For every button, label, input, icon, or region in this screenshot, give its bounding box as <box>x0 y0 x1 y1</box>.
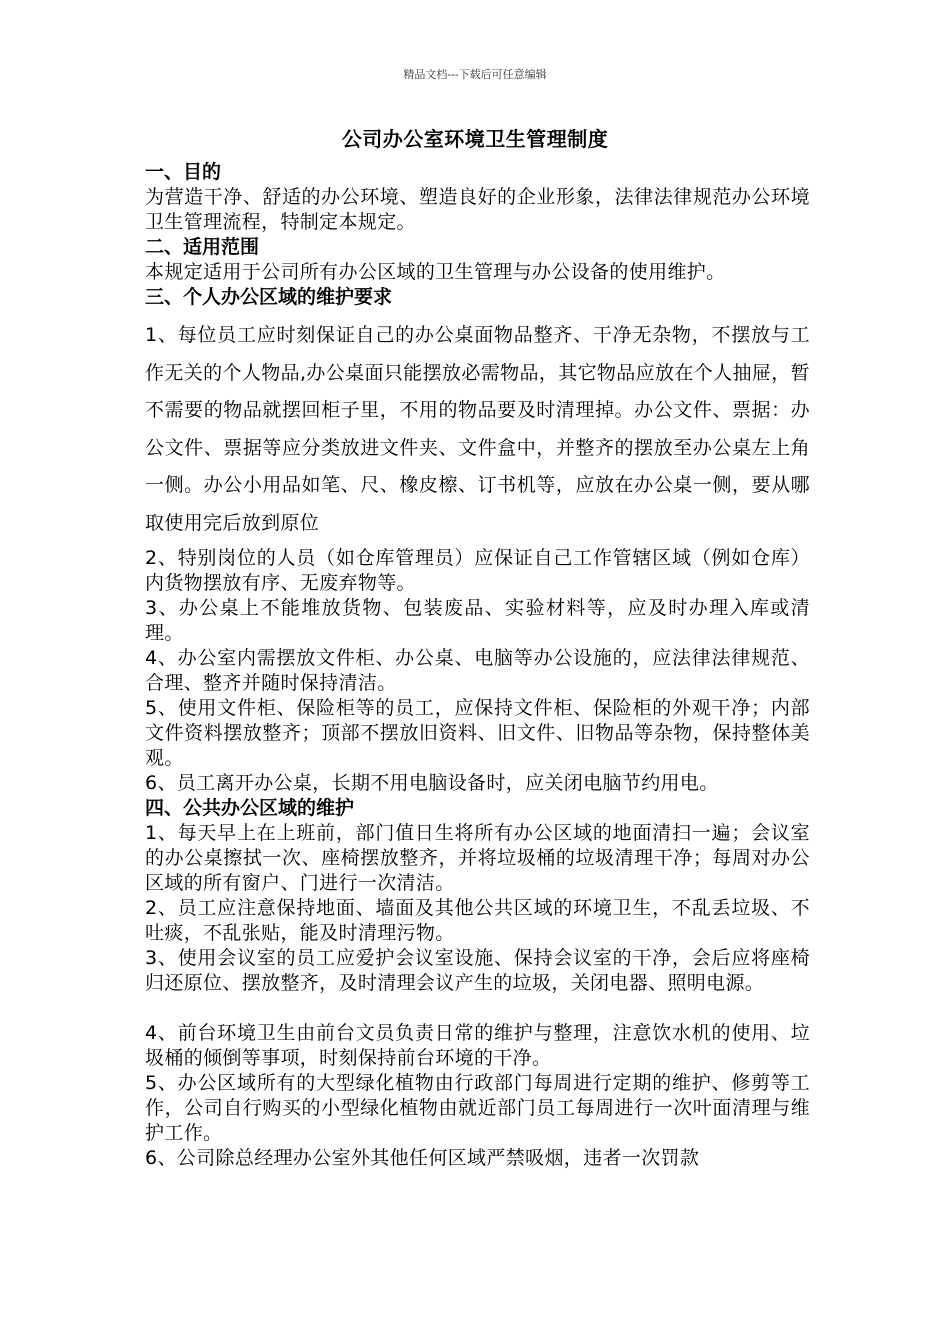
section-heading-purpose: 一、目的 <box>145 161 222 183</box>
document-title: 公司办公室环境卫生管理制度 <box>341 127 609 151</box>
paragraph: 2、特别岗位的人员（如仓库管理员）应保证自己工作管辖区域（例如仓库）内货物摆放有序、无废弃物等。 <box>145 547 810 594</box>
paragraph: 2、员工应注意保持地面、墙面及其他公共区域的环境卫生，不乱丢垃圾、不吐痰，不乱张贴，能及时清理污物。 <box>145 897 810 944</box>
paragraph: 5、使用文件柜、保险柜等的员工，应保持文件柜、保险柜的外观干净；内部文件资料摆放整齐；顶部不摆放旧资料、旧文件、旧物品等杂物，保持整体美观。 <box>145 697 810 769</box>
paragraph: 6、公司除总经理办公室外其他任何区域严禁吸烟，违者一次罚款 <box>145 1147 700 1169</box>
paragraph: 3、使用会议室的员工应爱护会议室设施、保持会议室的干净，会后应将座椅归还原位、摆放整齐，及时清理会议产生的垃圾，关闭电器、照明电源。 <box>145 947 810 994</box>
section-heading-scope: 二、适用范围 <box>145 236 260 258</box>
blank-line <box>145 996 810 1021</box>
paragraph: 3、办公桌上不能堆放货物、包装废品、实验材料等，应及时办理入库或清理。 <box>145 597 810 644</box>
paragraph: 6、员工离开办公桌，长期不用电脑设备时，应关闭电脑节约用电。 <box>145 772 719 794</box>
paragraph: 本规定适用于公司所有办公区域的卫生管理与办公设备的使用维护。 <box>145 261 726 283</box>
paragraph: 为营造干净、舒适的办公环境、塑造良好的企业形象，法律法律规范办公环境卫生管理流程，特制定本规定。 <box>145 186 810 233</box>
paragraph: 5、办公区域所有的大型绿化植物由行政部门每周进行定期的维护、修剪等工作，公司自行购买的小型绿化植物由就近部门员工每周进行一次叶面清理与维护工作。 <box>145 1072 810 1144</box>
paragraph: 4、前台环境卫生由前台文员负责日常的维护与整理，注意饮水机的使用、垃圾桶的倾倒等事项，时刻保持前台环境的干净。 <box>145 1022 810 1069</box>
paragraph: 1、每位员工应时刻保证自己的办公桌面物品整齐、干净无杂物，不摆放与工作无关的个人物品,办公桌面只能摆放必需物品，其它物品应放在个人抽屉，暂不需要的物品就摆回柜子里，不用的物品要及时清理掉。办公文件、票据：办公文件、票据等应分类放进文件夹、文件盒中，并整齐的摆放至办公桌左上角一侧。办公小用品如笔、尺、橡皮檫、订书机等，应放在办公桌一侧，要从哪取使用完后放到原位 <box>145 324 810 534</box>
paragraph: 1、每天早上在上班前，部门值日生将所有办公区域的地面清扫一遍；会议室的办公桌擦拭一次、座椅摆放整齐，并将垃圾桶的垃圾清理干净；每周对办公区域的所有窗户、门进行一次清洁。 <box>145 822 810 894</box>
document-body <box>145 160 810 1171</box>
section-heading-public-area: 四、公共办公区域的维护 <box>145 797 355 819</box>
section-heading-personal-area: 三、个人办公区域的维护要求 <box>145 286 393 308</box>
paragraph: 4、办公室内需摆放文件柜、办公桌、电脑等办公设施的，应法律法律规范、合理、整齐并随时保持清洁。 <box>145 647 810 694</box>
page-header: 精品文档---下载后可任意编辑 <box>403 68 547 81</box>
